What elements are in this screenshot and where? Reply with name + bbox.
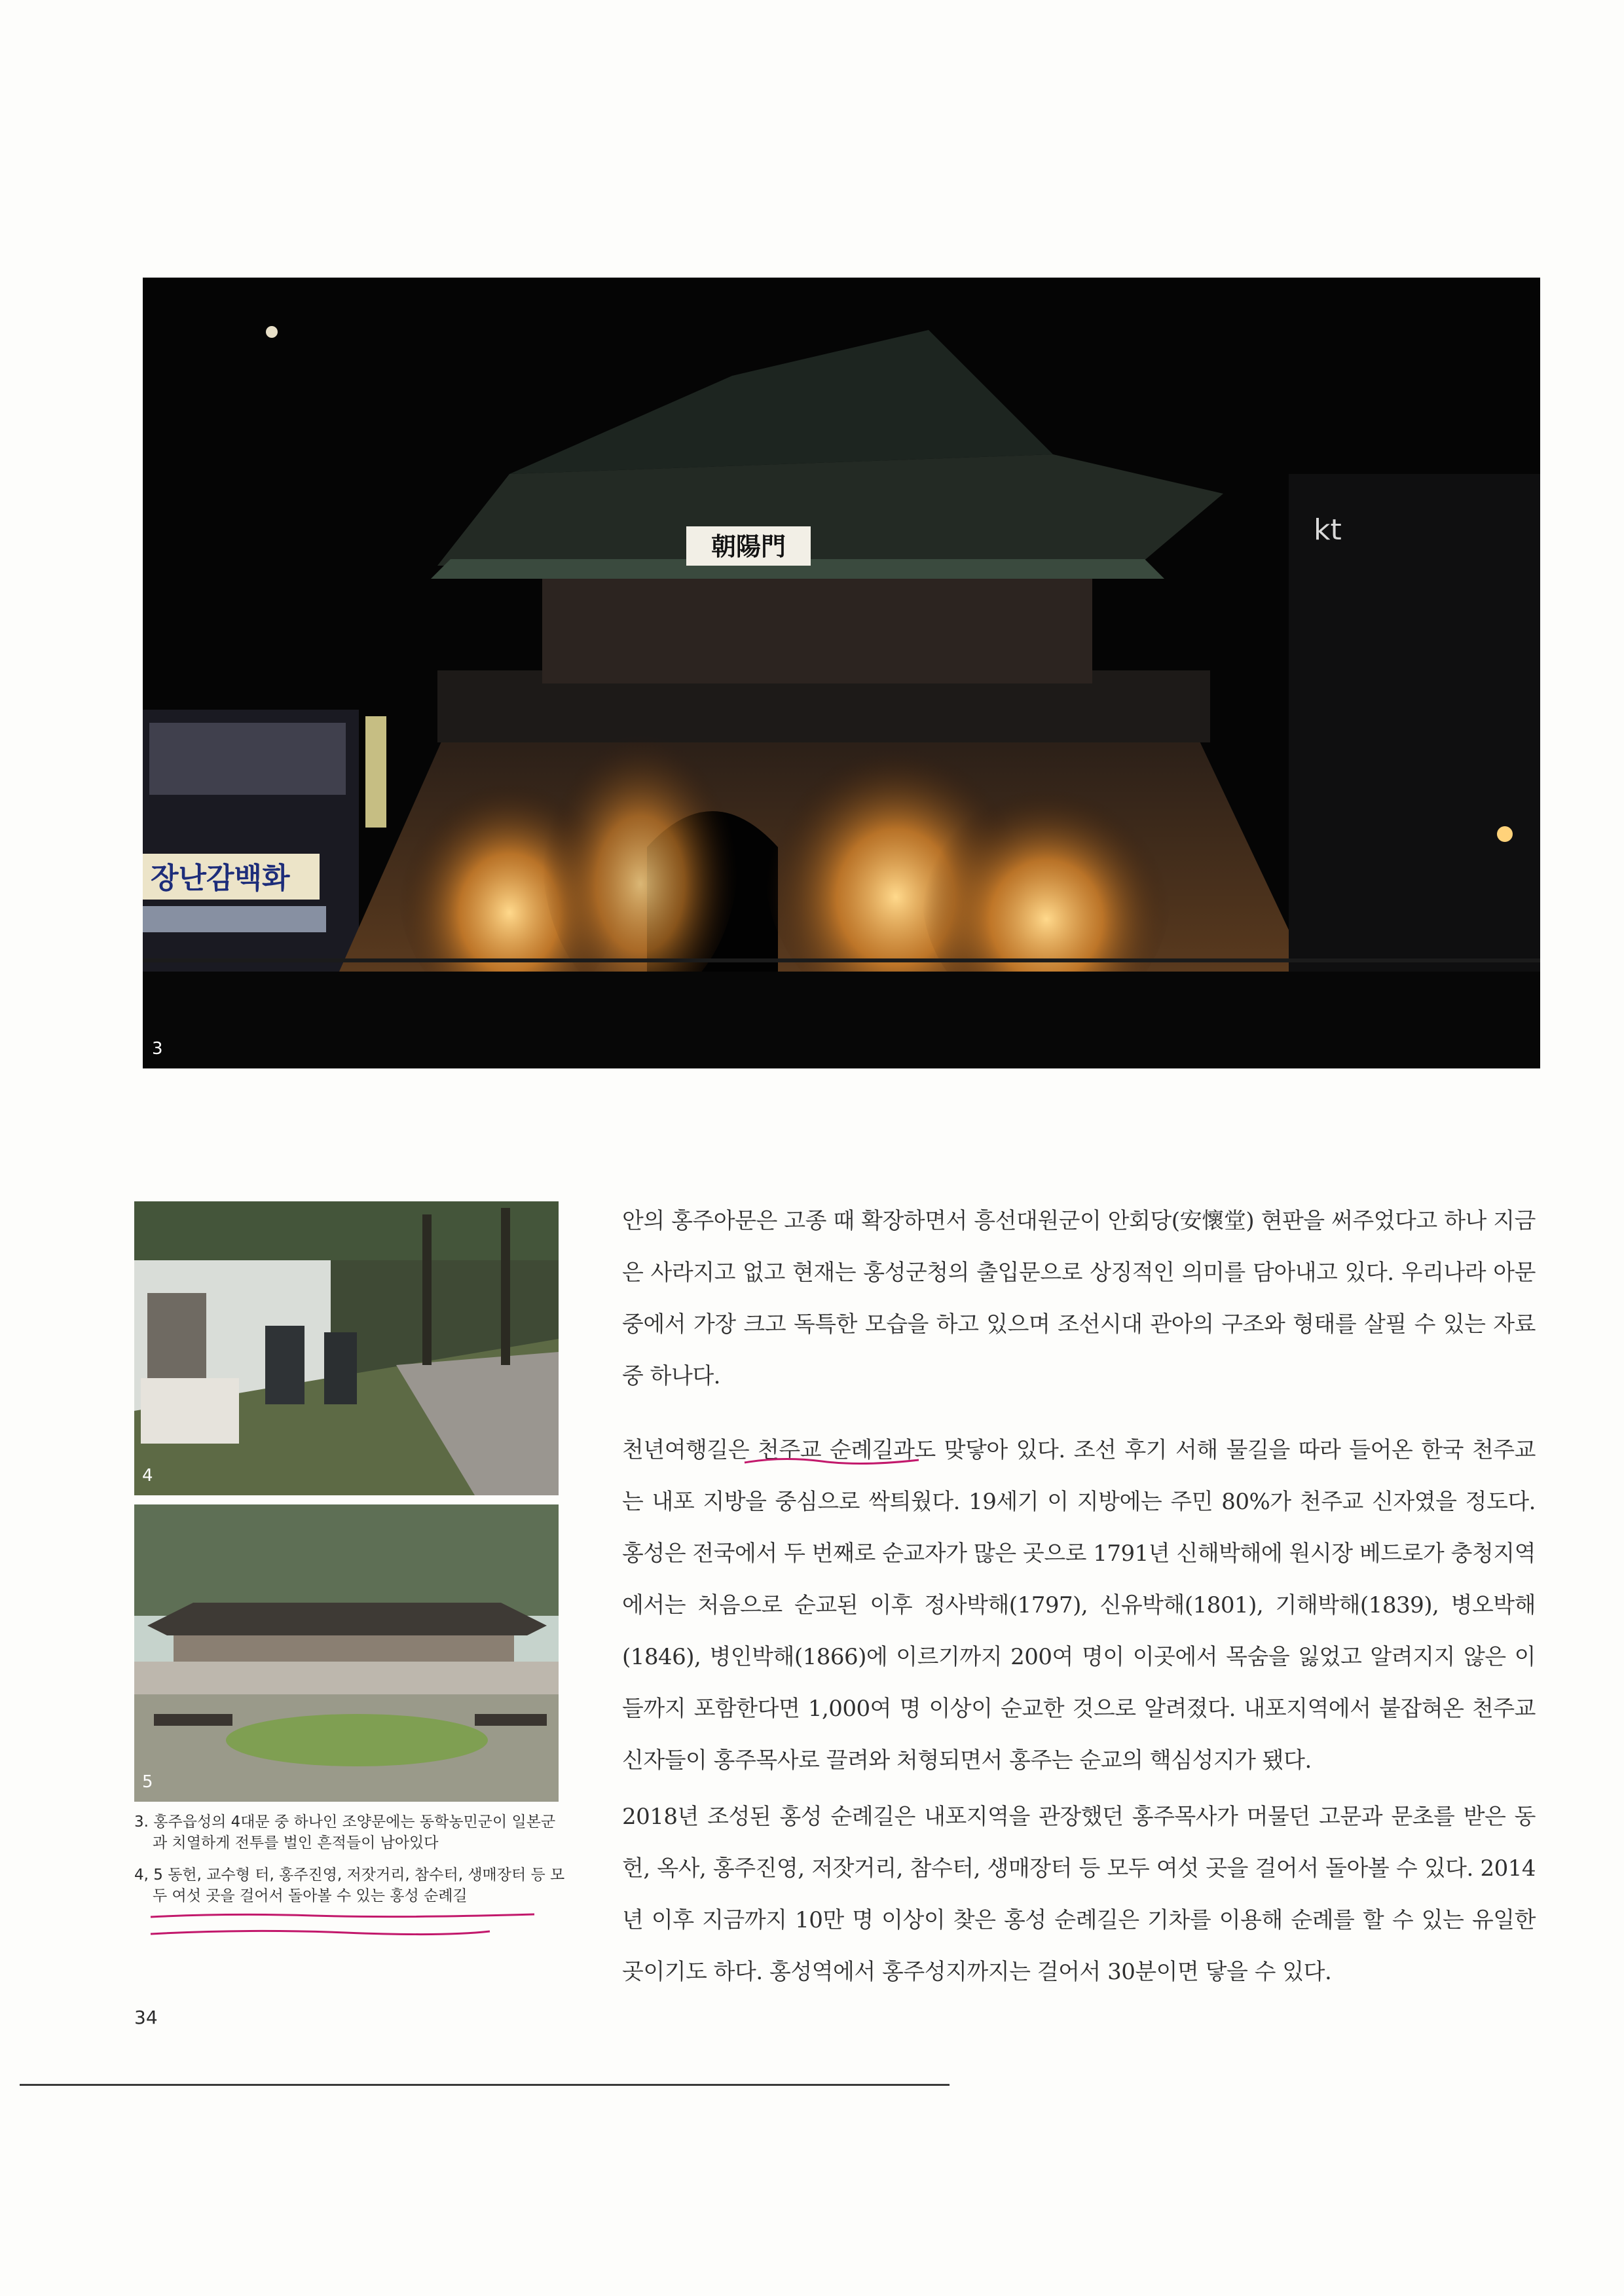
dongheon-illustration <box>134 1504 559 1802</box>
shop-sign-text: 장난감백화 <box>151 862 290 895</box>
photo-pilgrimage-path <box>134 1201 559 1495</box>
body-paragraph-3 <box>622 1791 1536 1998</box>
highlight-underline-mark <box>743 1455 920 1468</box>
tiled-roof <box>147 1603 547 1635</box>
body-paragraph-1 <box>622 1195 1536 1402</box>
caption-text: 3. 홍주읍성의 4대문 중 하나인 조양문에는 동학농민군이 일본군과 치열하게 전투를 벌인 흔적들이 남아있다 <box>134 1813 556 1851</box>
figure-number-5: 5 <box>142 1772 153 1792</box>
paragraph-text: 천년여행길은 천주교 순례길과도 맞닿아 있다. 조선 후기 서해 물길을 따라 들어온 한국 천주교는 내포 지방을 중심으로 싹틔웠다. 19세기 이 지방에는 주민 80%가 천주교 신자였을 정도다. 홍성은 전국에서 두 번째로 순교자가 많은 곳으로 1791년 신해박해에 원시장 베드로가 충청지역에서는 처음으로 순교된 이후 정사박해(1797), 신유박해(1801), 기해박해(1839), 병오박해(1846), 병인박해(1866)에 이르기까지 200여 명이 이곳에서 목숨을 잃었고 알려지지 않은 이들까지 포함한다면 1,000여 명 이상이 순교한 것으로 알려졌다. 내포지역에서 붙잡혀온 천주교 신자들이 홍주목사로 끌려와 처형되면서 홍주는 순교의 핵심성지가 됐다. <box>622 1437 1536 1774</box>
page-number: 34 <box>134 2007 158 2028</box>
bench <box>154 1714 232 1726</box>
gate-illustration <box>143 278 1540 1068</box>
figure-number-3: 3 <box>152 1039 163 1059</box>
kt-logo: kt <box>1314 513 1342 547</box>
paragraph-text: 안의 홍주아문은 고종 때 확장하면서 흥선대원군이 안회당(安懷堂) 현판을 써주었다고 하나 지금은 사라지고 없고 현재는 홍성군청의 출입문으로 상징적인 의미를 담아내고 있다. 우리나라 아문 중에서 가장 크고 독특한 모습을 하고 있으며 조선시대 관아의 구조와 형태를 살필 수 있는 자료 중 하나다. <box>622 1208 1536 1389</box>
caption-figure-3 <box>134 1812 566 1853</box>
gate-signboard-text: 朝陽門 <box>710 532 786 561</box>
path-illustration <box>134 1201 559 1495</box>
bench <box>475 1714 547 1726</box>
figure-number-4: 4 <box>142 1466 153 1485</box>
body-paragraph-2 <box>622 1425 1536 1787</box>
paragraph-text: 2018년 조성된 홍성 순례길은 내포지역을 관장했던 홍주목사가 머물던 고문과 문초를 받은 동헌, 옥사, 홍주진영, 저잣거리, 참수터, 생매장터 등 모두 여섯 곳을 걸어서 돌아볼 수 있다. 2014년 이후 지금까지 10만 명 이상이 찾은 홍성 순례길은 기차를 이용해 순례를 할 수 있는 유일한 곳이기도 하다. 홍성역에서 홍주성지까지는 걸어서 30분이면 닿을 수 있다. <box>622 1804 1536 1985</box>
caption-text: 4, 5 동헌, 교수형 터, 홍주진영, 저잣거리, 참수터, 생매장터 등 모두 여섯 곳을 걸어서 돌아볼 수 있는 홍성 순례길 <box>134 1867 565 1904</box>
caption-figure-4-5 <box>134 1865 566 1906</box>
caption-underline-mark <box>149 1912 536 1938</box>
monument-base <box>141 1378 239 1444</box>
footer-rule <box>20 2084 950 2086</box>
photo-joyangmun-gate-night <box>143 278 1540 1068</box>
moon-icon <box>266 326 278 338</box>
photo-dongheon-building <box>134 1504 559 1802</box>
